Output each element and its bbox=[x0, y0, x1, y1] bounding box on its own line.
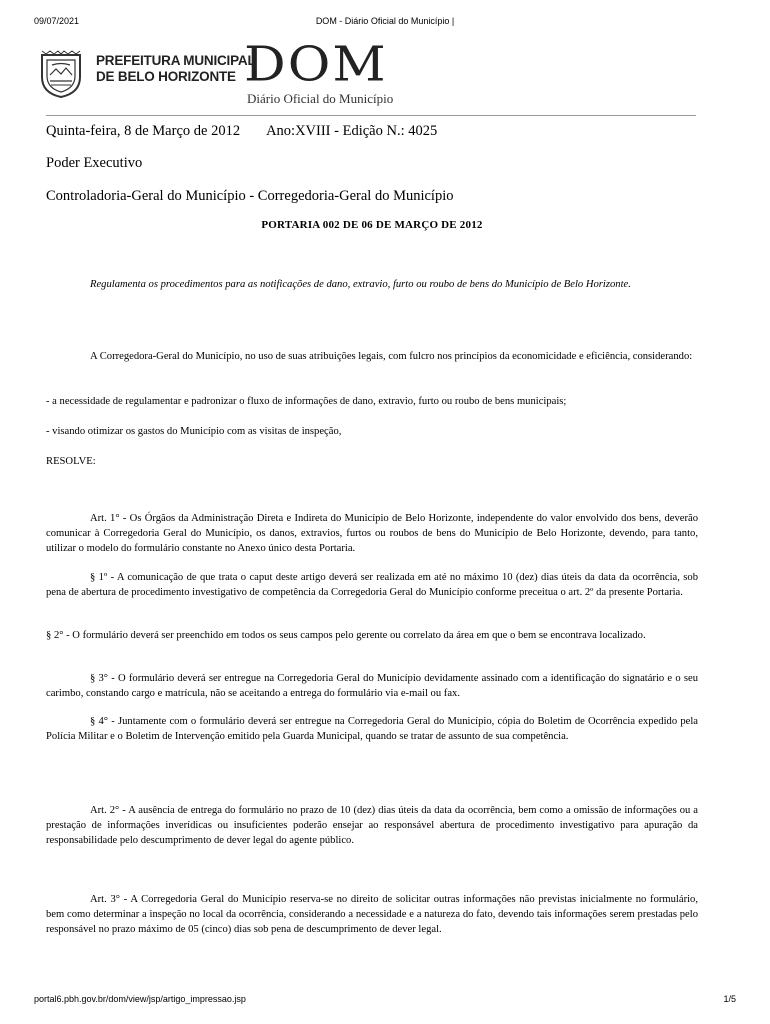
ementa: Regulamenta os procedimentos para as notificações de dano, extravio, furto ou roubo de bens do Município de Belo Horizonte. bbox=[90, 279, 631, 290]
edition-date: Quinta-feira, 8 de Março de 2012 bbox=[46, 123, 241, 139]
organ-title: Controladoria-Geral do Município - Corregedoria-Geral do Município bbox=[46, 188, 454, 204]
page-number: 1/5 bbox=[723, 994, 736, 1004]
print-title: DOM - Diário Oficial do Município | bbox=[315, 16, 455, 26]
print-date: 09/07/2021 bbox=[34, 16, 80, 26]
considerando-1: - a necessidade de regulamentar e padronizar o fluxo de informações de dano, extravio, furto ou roubo de bens municipais; bbox=[46, 396, 567, 407]
edition-number: Ano:XVIII - Edição N.: 4025 bbox=[266, 123, 438, 139]
article-1: Art. 1° - Os Órgãos da Administração Direta e Indireta do Município de Belo Horizonte, independente do valor envolvido dos bens, deverão comunicar à Corregedoria Geral do Município, os danos, extravios, furtos ou roubos de bens do Município de Belo Horizonte, devendo, para tanto, utilizar o modelo do formulário constante no Anexo único desta Portaria. bbox=[46, 513, 698, 554]
edition-line bbox=[46, 123, 698, 140]
considerando-2: - visando otimizar os gastos do Município com as visitas de inspeção, bbox=[46, 426, 342, 437]
article-1-paragraph-2: § 2° - O formulário deverá ser preenchido em todos os seus campos pelo gerente ou correlato da área em que o bem se encontrava localizado. bbox=[46, 630, 646, 641]
preamble: A Corregedora-Geral do Município, no uso de suas atribuições legais, com fulcro nos princípios da economicidade e eficiência, considerando: bbox=[90, 351, 693, 362]
city-seal-icon bbox=[38, 49, 84, 99]
article-3: Art. 3° - A Corregedoria Geral do Município reserva-se no direito de solicitar outras informações não previstas inicialmente no formulário, bem como determinar a inspeção no local da ocorrência, considerando a necessidade e a natureza do fato, devendo tais informações serem prestadas pelo responsável no prazo máximo de 05 (cinco) dias sob pena de descumprimento de dever legal. bbox=[46, 894, 698, 935]
portaria-title: PORTARIA 002 DE 06 DE MARÇO DE 2012 bbox=[261, 219, 483, 231]
prefeitura-line-2: DE BELO HORIZONTE bbox=[96, 69, 236, 84]
resolve: RESOLVE: bbox=[46, 456, 96, 467]
dom-subtitle: Diário Oficial do Município bbox=[247, 91, 394, 106]
article-1-paragraph-3: § 3° - O formulário deverá ser entregue na Corregedoria Geral do Município devidamente assinado com a identificação do signatário e o seu carimbo, constando cargo e matrícula, não se aceitando a entrega do formulário via e-mail ou fax. bbox=[46, 673, 698, 699]
article-2: Art. 2° - A ausência de entrega do formulário no prazo de 10 (dez) dias úteis da data da ocorrência, bem como a omissão de informações ou a prestação de informações inverídicas ou insuficientes poderão ensejar ao responsável abertura de procedimento investigativo para apuração da responsabilidade pelo descumprimento de dever legal do agente público. bbox=[46, 805, 698, 846]
dom-logo: DOM bbox=[244, 37, 388, 93]
print-url: portal6.pbh.gov.br/dom/view/jsp/artigo_impressao.jsp bbox=[34, 994, 246, 1004]
section-title: Poder Executivo bbox=[46, 155, 143, 171]
article-1-paragraph-4: § 4° - Juntamente com o formulário deverá ser entregue na Corregedoria Geral do Município, cópia do Boletim de Ocorrência expedido pela Polícia Militar e o Boletim de Intervenção emitido pela Guarda Municipal, quando se tratar de assunto de sua competência. bbox=[46, 716, 698, 742]
article-1-paragraph-1: § 1º - A comunicação de que trata o caput deste artigo deverá ser realizada em até no máximo 10 (dez) dias úteis da data da ocorrência, sob pena de abertura de procedimento investigativo de competência da Corregedoria Geral do Município conforme preceitua o art. 2º da presente Portaria. bbox=[46, 572, 698, 598]
prefeitura-line-1: PREFEITURA MUNICIPAL bbox=[96, 53, 256, 68]
masthead bbox=[34, 37, 704, 106]
prefeitura-name bbox=[96, 53, 256, 85]
header-divider bbox=[46, 115, 696, 116]
